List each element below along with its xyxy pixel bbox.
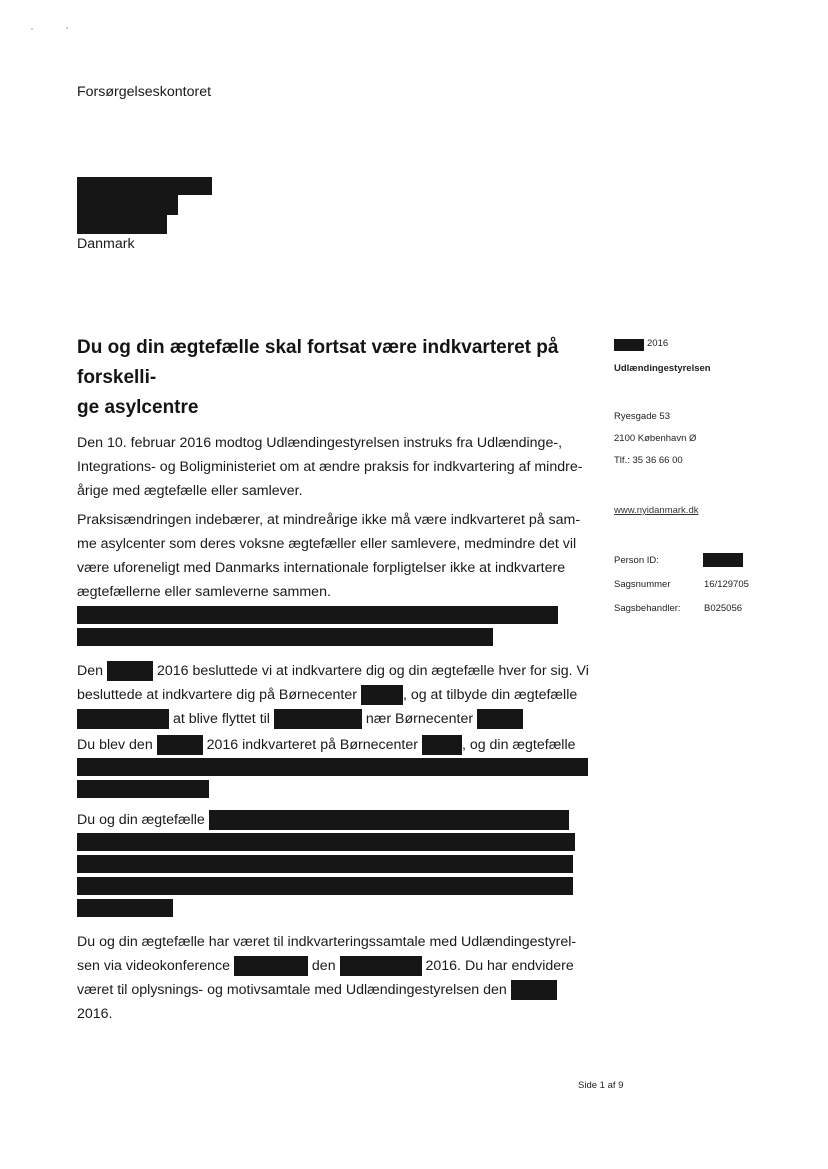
- text-line: [77, 954, 597, 978]
- paragraph-interviews: [77, 930, 597, 1026]
- text-line: ægtefællerne eller samleverne sammen.: [77, 584, 331, 600]
- text-line: Den 10. februar 2016 modtog Udlændingestyrelsen instruks fra Udlændinge-,: [77, 435, 563, 451]
- text-line: [77, 733, 597, 757]
- text-line: Praksisændringen indebærer, at mindreårige ikke må være indkvarteret på sam-: [77, 512, 581, 528]
- text-line: [77, 683, 597, 707]
- case-number-value: 16/129705: [704, 579, 749, 590]
- text-segment: , og din ægtefælle: [461, 737, 576, 753]
- agency-phone: Tlf.: 35 36 66 00: [614, 455, 683, 466]
- redacted-text-line: [77, 855, 573, 873]
- redacted-text-line: [77, 877, 573, 895]
- text-segment: 2016 besluttede vi at indkvartere dig og din ægtefælle hver for sig. Vi: [156, 663, 589, 679]
- redacted-text-line: [77, 780, 209, 798]
- redacted-date: [340, 956, 422, 976]
- redacted-text: [209, 810, 569, 830]
- text-segment: 2016 indkvarteret på Børnecenter: [206, 737, 418, 753]
- title-line-1: Du og din ægtefælle skal fortsat være indkvarteret på forskelli-: [77, 337, 559, 388]
- redacted-date: [511, 980, 557, 1000]
- redacted-date: [234, 956, 308, 976]
- case-officer-label: Sagsbehandler:: [614, 603, 681, 614]
- recipient-country: Danmark: [77, 236, 135, 252]
- paragraph-decision: [77, 659, 597, 731]
- text-segment: at blive flyttet til: [172, 711, 270, 727]
- redacted-text-line: [77, 606, 558, 624]
- text-line: Integrations- og Boligministeriet om at ændre praksis for indkvartering af mindre-: [77, 459, 583, 475]
- redacted-center-name: [422, 735, 462, 755]
- text-segment: den: [311, 958, 336, 974]
- text-segment: 2016. Du har endvidere: [425, 958, 574, 974]
- redacted-center-name: [477, 709, 523, 729]
- text-segment: besluttede at indkvartere dig på Børnecenter: [77, 687, 357, 703]
- paragraph-spouse: [77, 808, 597, 832]
- redacted-address-line: [77, 177, 212, 195]
- agency-city: 2100 København Ø: [614, 433, 697, 444]
- page-title: [77, 333, 607, 423]
- date-year: 2016: [647, 338, 669, 349]
- scan-speck: [66, 27, 68, 29]
- text-segment: nær Børnecenter: [365, 711, 474, 727]
- text-line: årige med ægtefælle eller samlever.: [77, 483, 303, 499]
- paragraph-accommodation: [77, 733, 597, 757]
- paragraph-intro: [77, 431, 597, 503]
- title-line-2: ge asylcentre: [77, 397, 199, 418]
- text-line: Du og din ægtefælle har været til indkvarteringssamtale med Udlændingestyrel-: [77, 934, 577, 950]
- text-segment: Du og din ægtefælle: [77, 812, 205, 828]
- text-segment: sen via videokonference: [77, 958, 231, 974]
- redacted-date: [614, 339, 644, 351]
- case-officer-value: B025056: [704, 603, 743, 614]
- redacted-text-line: [77, 758, 588, 776]
- redacted-text-line: [77, 628, 493, 646]
- text-line: [77, 808, 597, 832]
- text-line: 2016.: [77, 1006, 113, 1022]
- redacted-spouse-name: [77, 709, 169, 729]
- page-number: Side 1 af 9: [578, 1080, 624, 1091]
- text-line: [77, 707, 597, 731]
- text-segment: , og at tilbyde din ægtefælle: [402, 687, 578, 703]
- text-segment: Den: [77, 663, 104, 679]
- sender-name: Forsørgelseskontoret: [77, 84, 212, 100]
- redacted-person-id: [703, 553, 743, 567]
- redacted-date: [157, 735, 203, 755]
- redacted-text-line: [77, 899, 173, 917]
- agency-street: Ryesgade 53: [614, 411, 670, 422]
- person-id-label: Person ID:: [614, 555, 659, 566]
- redacted-center-name: [361, 685, 403, 705]
- redacted-location: [274, 709, 362, 729]
- redacted-address-line: [77, 195, 178, 215]
- text-line: me asylcenter som deres voksne ægtefæller eller samlevere, medmindre det vil: [77, 536, 577, 552]
- website-link[interactable]: www.nyidanmark.dk: [614, 505, 699, 516]
- text-segment: Du blev den: [77, 737, 153, 753]
- text-segment: været til oplysnings- og motivsamtale med Udlændingestyrelsen den: [77, 982, 507, 998]
- text-line: [77, 978, 597, 1002]
- case-number-label: Sagsnummer: [614, 579, 671, 590]
- agency-name: Udlændingestyrelsen: [614, 363, 711, 374]
- text-line: være uforeneligt med Danmarks internationale forpligtelser ikke at indkvartere: [77, 560, 566, 576]
- scan-speck: [31, 28, 33, 30]
- redacted-text-line: [77, 833, 575, 851]
- text-line: [77, 659, 597, 683]
- redacted-date: [107, 661, 153, 681]
- paragraph-practice-change: [77, 508, 597, 604]
